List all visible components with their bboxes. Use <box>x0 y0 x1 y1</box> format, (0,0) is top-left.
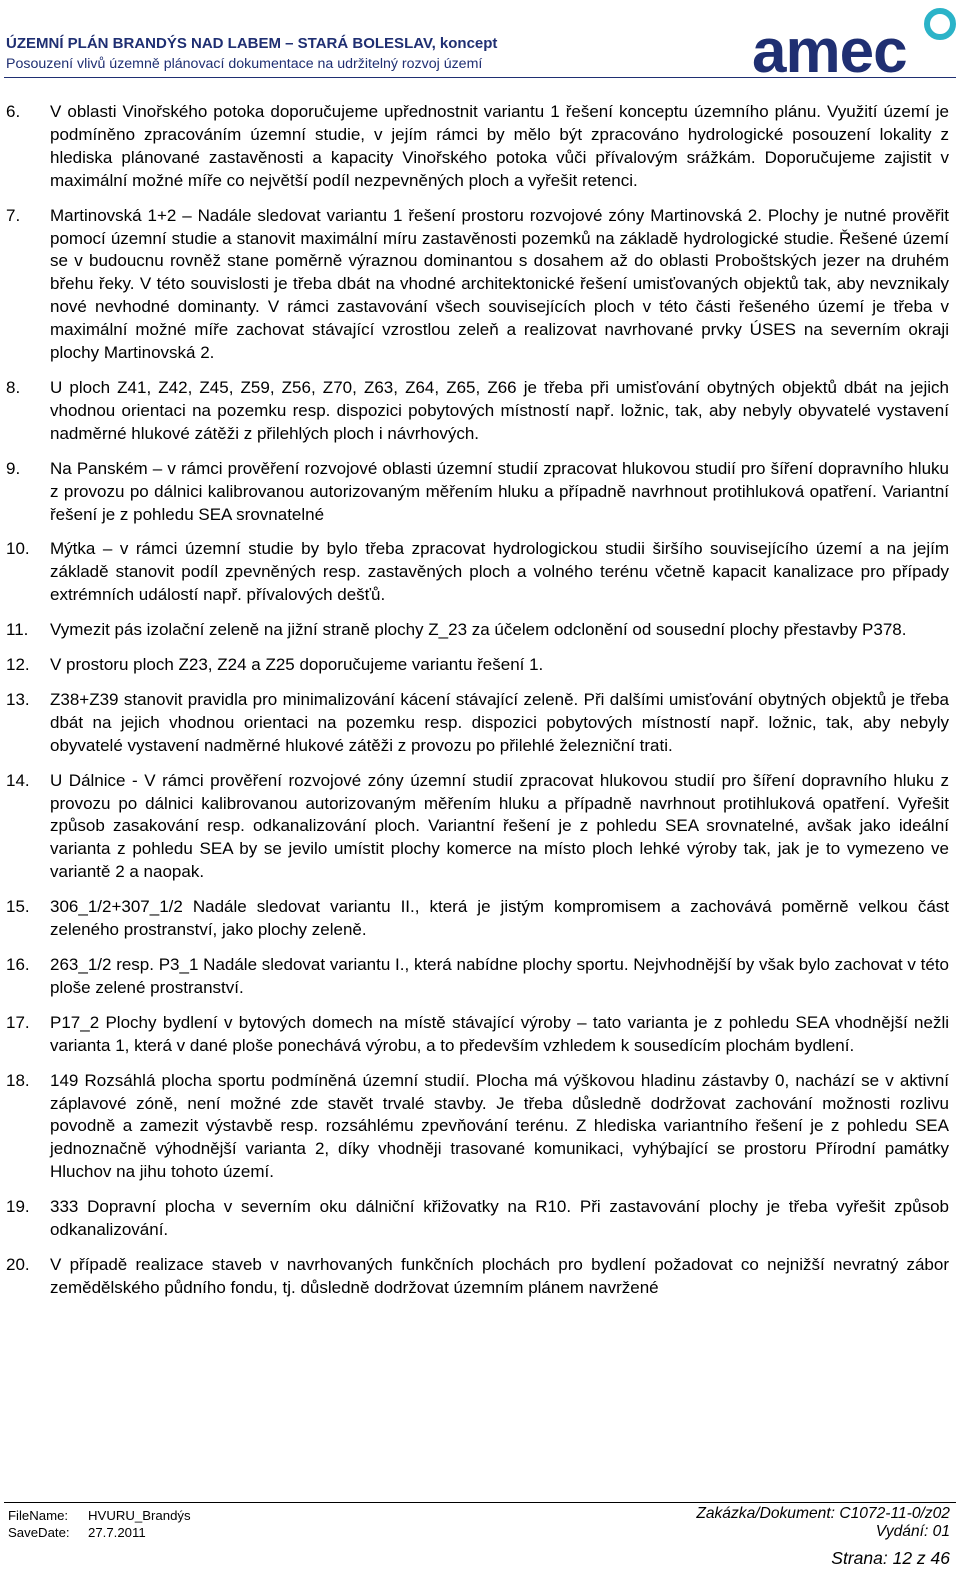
item-text: 149 Rozsáhlá plocha sportu podmíněná územní studií. Plocha má výškovou hladinu zástavby 0, nachází se v aktivní záplavové zóně, není možné zde stavět trvalé stavby. Je třeba důsledně dodržovat zachování možnosti rozlivu povodně a zamezit výstavbě resp. rozsáhlému zpevňování terénu. Z hlediska variantního řešení je z pohledu SEA jednoznačně výhodnější varianta 2, díky vhodněji trasované komunikaci, vyhýbající se prostoru Přírodní památky Hluchov na jihu tohoto území. <box>50 1070 949 1182</box>
list-item <box>0 619 960 642</box>
item-number: 10. <box>6 539 30 559</box>
list-item <box>0 654 960 677</box>
item-text: Vymezit pás izolační zeleně na jižní straně plochy Z_23 za účelem odclonění od sousední plochy přestavby P378. <box>50 620 907 640</box>
amec-logo <box>752 4 958 76</box>
item-number: 15. <box>6 897 30 917</box>
list-item <box>0 1254 960 1300</box>
item-text: Mýtka – v rámci územní studie by bylo třeba zpracovat hydrologickou studii širšího souvisejícího území a na jejím základě stanovit podíl zpevněných resp. zastavěných ploch a volného terénu včetně kapacit kanalizace pro případy extrémních událostí např. přívalových dešťů. <box>50 539 949 605</box>
item-number: 8. <box>6 377 21 397</box>
header-divider <box>4 77 956 78</box>
footer-divider <box>4 1502 956 1503</box>
issue-number: Vydání: 01 <box>875 1523 950 1541</box>
logo-swoosh-icon <box>927 11 953 37</box>
list-item <box>0 458 960 527</box>
order-document: Zakázka/Dokument: C1072-11-0/z02 <box>696 1505 950 1522</box>
item-text: U Dálnice - V rámci prověření rozvojové zóny územní studií zpracovat hlukovou studií pro šíření dopravního hluku z provozu po dálnici kalibrovanou autorizovaným měřením hluku a případně navrhnout protihluková opatření. Vyřešit způsob zasakování resp. odkanalizování ploch. Variantní řešení je z pohledu SEA srovnatelné, avšak jako ideální varianta z pohledu SEA by se jevilo umístit plochy komerce na místo ploch lehké výroby tak, jak je to vymezeno ve variantě 2 a naopak. <box>50 770 949 882</box>
item-number: 12. <box>6 655 30 675</box>
list-item <box>0 1012 960 1058</box>
item-text: V případě realizace staveb v navrhovaných funkčních plochách pro bydlení požadovat co nejnižší nevratný zábor zemědělského půdního fondu, tj. důsledně dodržovat územním plánem navržené <box>50 1254 949 1297</box>
savedate-value: 27.7.2011 <box>88 1524 146 1540</box>
list-item <box>0 1070 960 1185</box>
list-item <box>0 1196 960 1242</box>
list-item <box>0 896 960 942</box>
list-item <box>0 101 960 193</box>
list-item <box>0 377 960 446</box>
item-number: 6. <box>6 102 21 121</box>
page-header <box>0 0 960 78</box>
page-number: Strana: 12 z 46 <box>831 1548 950 1568</box>
document-subtitle: Posouzení vlivů územně plánovací dokumentace na udržitelný rozvoj území <box>6 56 483 72</box>
item-text: V prostoru ploch Z23, Z24 a Z25 doporučujeme variantu řešení 1. <box>50 655 544 675</box>
logo-wordmark: amec <box>752 17 907 76</box>
item-number: 11. <box>6 620 29 640</box>
item-text: 333 Dopravní plocha v severním oku dálniční křižovatky na R10. Při zastavování plochy je třeba vyřešit způsob odkanalizování. <box>50 1197 949 1240</box>
item-number: 9. <box>6 458 21 478</box>
item-text: V oblasti Vinořského potoka doporučujeme upřednostnit variantu 1 řešení konceptu územního plánu. Využití území je podmíněno zpracováním územní studie, v jejím rámci by mělo být zpracováno hydrologické posouzení lokality z hlediska plánované zastavěnosti a kapacity Vinořského potoka vůči přívalovým srážkám. Doporučujeme zajistit v maximální možné míře co největší podíl nezpevněných ploch a vyřešit retenci. <box>50 102 949 190</box>
document-title: ÚZEMNÍ PLÁN BRANDÝS NAD LABEM – STARÁ BOLESLAV, koncept <box>6 35 498 52</box>
item-text: Martinovská 1+2 – Nadále sledovat variantu 1 řešení prostoru rozvojové zóny Martinovská 2. Plochy je nutné prověřit pomocí územní studie a stanovit maximální míru zastavěnosti pozemků na základě hydrologické studie. Řešené území se v budoucnu rovněž stane poměrně výraznou dominantou s dosahem až do oblasti Proboštských jezer na druhém břehu řeky. V této souvislosti je třeba dbát na vhodné architektonické řešení umisťovaných objektů tak, aby nevznikaly nové nevhodné dominanty. V rámci zastavování všech souvisejících ploch v této části řešeného území je třeba v maximální možné míře zachovat stávající vzrostlou zeleň a realizovat navrhované prvky ÚSES na severním okraji plochy Martinovská 2. <box>50 205 949 363</box>
savedate-label: SaveDate: <box>8 1524 70 1540</box>
item-number: 17. <box>6 1012 30 1032</box>
list-item <box>0 538 960 607</box>
filename-label: FileName: <box>8 1508 69 1523</box>
list-item <box>0 689 960 758</box>
item-text: 306_1/2+307_1/2 Nadále sledovat variantu II., která je jistým kompromisem a zachovává poměrně velkou část zeleného prostranství, jako plochy zeleně. <box>50 897 949 940</box>
item-text: U ploch Z41, Z42, Z45, Z59, Z56, Z70, Z63, Z64, Z65, Z66 je třeba při umisťování obytných objektů dbát na jejich vhodnou orientaci na pozemku resp. dispozici pobytových místností např. ložnic, tak, aby nebyly obyvatelé vystavení nadměrné hlukové zátěži z přilehlých ploch i návrhových. <box>50 377 949 443</box>
item-number: 16. <box>6 955 30 974</box>
item-text: Na Panském – v rámci prověření rozvojové oblasti územní studií zpracovat hlukovou studií pro šíření dopravního hluku z provozu po dálnici kalibrovanou autorizovaným měřením hluku a případně navrhnout protihluková opatření. Variantní řešení je z pohledu SEA srovnatelné <box>50 458 949 524</box>
item-number: 14. <box>6 770 30 790</box>
item-text: P17_2 Plochy bydlení v bytových domech na místě stávající výroby – tato varianta je z pohledu SEA vhodnější nežli varianta 1, která v dané ploše ponechává výrobu, a to především vzhledem k sousedícím plochám bydlení. <box>50 1012 949 1055</box>
item-number: 18. <box>6 1070 30 1090</box>
item-number: 19. <box>6 1197 30 1217</box>
list-item <box>0 205 960 365</box>
footer-doc-info <box>696 1505 950 1542</box>
item-number: 13. <box>6 689 30 709</box>
item-number: 7. <box>6 205 21 225</box>
list-item <box>0 954 960 1000</box>
recommendation-list <box>0 101 960 1312</box>
item-text: Z38+Z39 stanovit pravidla pro minimalizování kácení stávající zeleně. Při dalšími umisťování obytných objektů je třeba dbát na jejich vhodnou orientaci na pozemku resp. dispozici pobytových místností např. ložnic, tak, aby nebyly obyvatelé vystavení nadměrné hlukové zátěži z provozu po přilehlé železniční trati. <box>50 689 949 755</box>
item-text: 263_1/2 resp. P3_1 Nadále sledovat variantu I., která nabídne plochy sportu. Nejvhodnější by však bylo zachovat v této ploše zelené prostranství. <box>50 955 949 997</box>
footer-file-info <box>8 1508 191 1541</box>
item-number: 20. <box>6 1254 30 1274</box>
filename-value: HVURU_Brandýs <box>88 1508 191 1523</box>
list-item <box>0 770 960 885</box>
